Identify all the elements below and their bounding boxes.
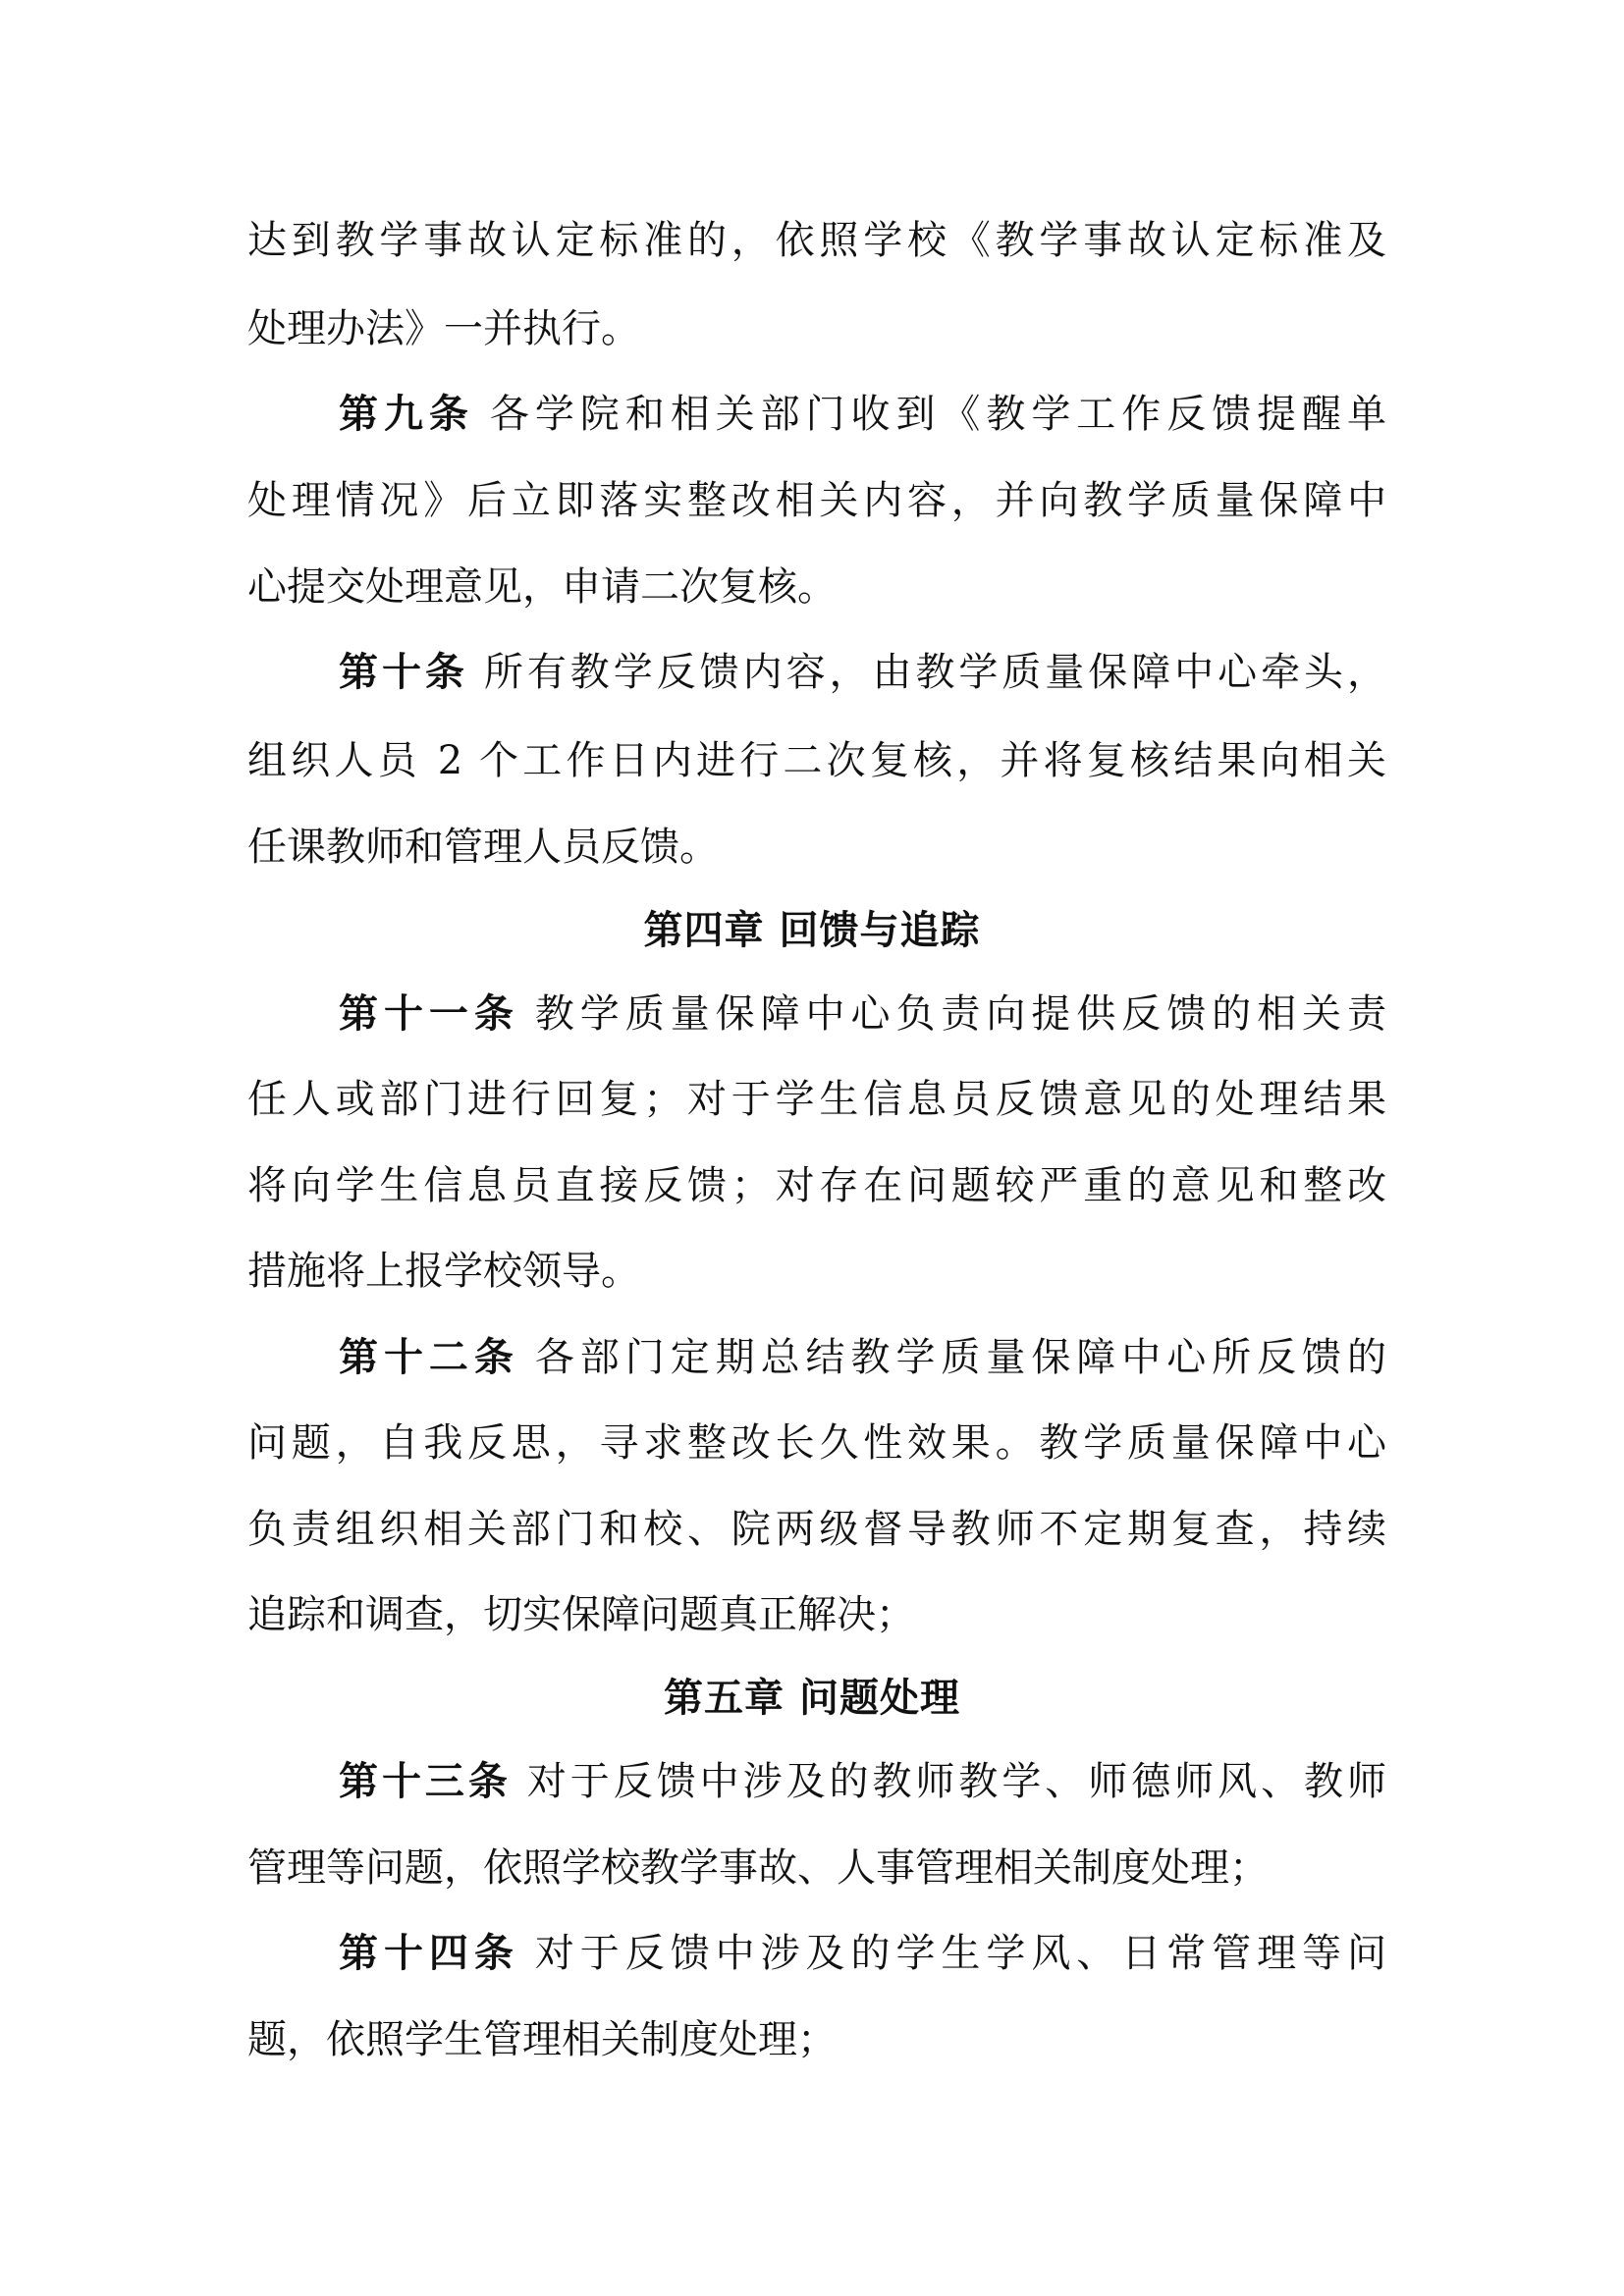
text-line: 将向学生信息员直接反馈；对存在问题较严重的意见和整改 (247, 1163, 1386, 1208)
text-line: 心提交处理意见，申请二次复核。 (247, 564, 837, 610)
article-13: 第十三条 对于反馈中涉及的教师教学、师德师风、教师 (339, 1759, 1387, 1804)
text-line: 管理等问题，依照学校教学事故、人事管理相关制度处理； (247, 1845, 1269, 1891)
text-line: 任课教师和管理人员反馈。 (247, 825, 719, 870)
text-line: 措施将上报学校领导。 (247, 1249, 640, 1294)
text-line: 负责组织相关部门和校、院两级督导教师不定期复查，持续 (247, 1507, 1386, 1552)
article-9: 第九条 各学院和相关部门收到《教学工作反馈提醒单 (339, 392, 1387, 437)
article-number: 第十一条 (339, 991, 519, 1037)
article-number: 第十三条 (339, 1759, 512, 1804)
text-line: 组织人员 2 个工作日内进行二次复核，并将复核结果向相关 (247, 738, 1386, 783)
article-number: 第九条 (339, 392, 474, 437)
article-number: 第十四条 (339, 1931, 519, 1976)
chapter-heading-4: 第四章 回馈与追踪 (643, 908, 981, 953)
article-11: 第十一条 教学质量保障中心负责向提供反馈的相关责 (339, 991, 1387, 1037)
text-line: 处理办法》一并执行。 (247, 306, 640, 351)
text-line: 追踪和调查，切实保障问题真正解决； (247, 1592, 915, 1637)
text-line: 问题，自我反思，寻求整改长久性效果。教学质量保障中心 (247, 1420, 1386, 1466)
text-line: 处理情况》后立即落实整改相关内容，并向教学质量保障中 (247, 478, 1386, 523)
article-number: 第十二条 (339, 1335, 519, 1380)
text-line: 达到教学事故认定标准的，依照学校《教学事故认定标准及 (247, 218, 1386, 263)
chapter-heading-5: 第五章 问题处理 (664, 1676, 960, 1721)
text-line: 任人或部门进行回复；对于学生信息员反馈意见的处理结果 (247, 1077, 1386, 1122)
article-14: 第十四条 对于反馈中涉及的学生学风、日常管理等问 (339, 1931, 1387, 1976)
article-number: 第十条 (339, 650, 468, 695)
article-12: 第十二条 各部门定期总结教学质量保障中心所反馈的 (339, 1335, 1387, 1380)
text-line: 题，依照学生管理相关制度处理； (247, 2017, 837, 2062)
article-10: 第十条 所有教学反馈内容，由教学质量保障中心牵头， (339, 650, 1387, 695)
